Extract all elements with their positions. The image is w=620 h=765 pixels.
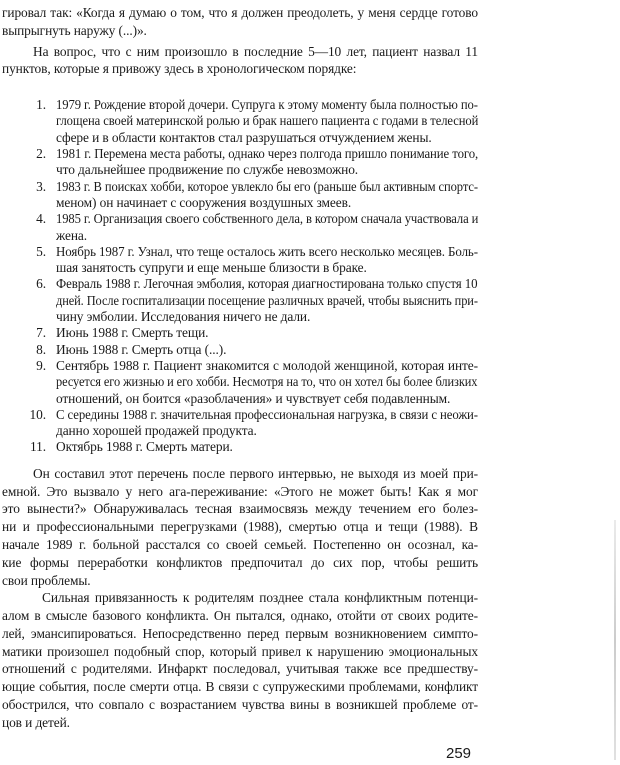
text-line: гировал так: «Когда я думаю о том, что я должен преодолеть, у меня сердце готово [2, 5, 478, 20]
list-item-number: 11. [30, 439, 46, 455]
text-line: цов и детей. [2, 714, 70, 730]
list-item-text [56, 244, 478, 277]
list-item-text [56, 211, 478, 244]
text-line: На вопрос, что с ним произошло в последние 5—10 лет, пациент назвал 11 [33, 43, 478, 59]
text-line: Он составил этот перечень после первого интервью, не выходя из моей при- [33, 465, 478, 481]
paragraph-conflict [2, 589, 478, 731]
list-item-text [56, 407, 478, 440]
text-line: отношений, он боится «разоблачения» и чувствует себя подавленным. [56, 390, 451, 406]
text-line: Октябрь 1988 г. Смерть матери. [56, 439, 233, 455]
text-line: чину эмболии. Исследования ничего не дали. [56, 309, 311, 325]
text-line: 1983 г. В поисках хобби, которое увлекло бы его (раньше был активным спортс- [56, 178, 478, 194]
text-line: дней. После госпитализации посещение различных врачей, чтобы выяснить при- [56, 292, 478, 308]
text-line: 1985 г. Организация своего собственного дела, в котором сначала участвовала и [56, 211, 479, 227]
list-item [2, 325, 478, 341]
list-item-text [56, 179, 478, 212]
list-item-text [56, 342, 478, 358]
paragraph-list-summary [2, 465, 478, 590]
list-item [2, 211, 478, 244]
list-item [2, 358, 478, 407]
text-line: Июнь 1988 г. Смерть тещи. [56, 325, 209, 341]
text-line: Июнь 1988 г. Смерть отца (...). [56, 341, 227, 357]
list-item-text [56, 146, 478, 179]
text-line: кие формы переработки конфликтов предпочитал до сих пор, чтобы решить [2, 554, 478, 570]
text-line: сфере и в области контактов стал разрушаться отчуждением жены. [56, 129, 432, 145]
list-item-number: 6. [36, 276, 46, 292]
list-item [2, 97, 478, 146]
text-line: матики произошел подобный спор, который привел к нарушению эмоциональных [2, 643, 478, 659]
list-item [2, 342, 478, 358]
text-line: Сентябрь 1988 г. Пациент знакомится с молодой женщиной, которая инте- [56, 357, 478, 373]
text-line: алом в смысле базового конфликта. Он пытался, однако, отойти от своих родите- [2, 608, 478, 624]
text-line: это вынести?» Обнаруживалась тесная взаимосвязь между течением его болез- [2, 501, 478, 517]
text-line: емной. Это вызвало у него ага-переживание: «Этого не может быть! Как я мог [2, 483, 478, 499]
list-item-text [56, 325, 478, 341]
text-line: лей, эмансипироваться. Непосредственно перед первым возникновением симпто- [2, 625, 478, 641]
page-number: 259 [446, 745, 472, 762]
text-line: отношений с родителями. Инфаркт последовал, учитывая также все предшеству- [2, 661, 478, 677]
list-item-number: 10. [29, 406, 46, 422]
text-line: обострился, что совпало с возрастанием чувства вины в возникшей проблеме от- [2, 697, 478, 713]
intro-paragraph [2, 4, 478, 40]
text-line: глощена своей материнской ролью и брак нашего пациента с годами в телесной [56, 113, 479, 129]
text-line: пунктов, которые я привожу здесь в хронологическом порядке: [2, 61, 357, 77]
page-body [2, 4, 478, 732]
text-line: ни и профессиональными перегрузками (1988), смертью отца и тещи (1988). В [2, 519, 478, 535]
list-item-number: 7. [36, 325, 46, 341]
chronology-list [2, 97, 478, 456]
text-line: Ноябрь 1987 г. Узнал, что теще осталось жить всего несколько месяцев. Боль- [56, 243, 478, 259]
list-item-number: 4. [36, 211, 46, 227]
list-item [2, 146, 478, 179]
text-line: 1981 г. Перемена места работы, однако через полгода пришло понимание того, [56, 146, 479, 162]
text-line: жена. [56, 227, 87, 243]
text-line: Февраль 1988 г. Легочная эмболия, которая диагностирована только спустя 10 [56, 276, 478, 292]
list-item-text [56, 276, 478, 325]
list-item-number: 1. [36, 97, 46, 113]
text-line: выпрыгнуть наружу (...)». [2, 22, 147, 38]
text-line: свои проблемы. [2, 572, 91, 588]
list-item [2, 439, 478, 455]
list-item [2, 276, 478, 325]
list-item [2, 244, 478, 277]
list-item-number: 3. [36, 178, 46, 194]
scan-edge [614, 520, 616, 760]
list-item-number: 2. [36, 146, 46, 162]
text-line: данно хорошей продажей продукта. [56, 423, 257, 439]
list-item-text [56, 439, 478, 455]
text-line: Сильная привязанность к родителям позднее стала конфликтным потенци- [42, 590, 478, 606]
text-line: начале 1989 г. больной расстался со своей семьей. Постепенно он осознал, ка- [2, 536, 478, 552]
text-line: ресуется его жизнью и его хобби. Несмотря на то, что он хотел бы более близких [56, 374, 478, 390]
text-line: С середины 1988 г. значительная профессиональная нагрузка, в связи с неожи- [56, 406, 478, 422]
text-line: ющие события, после смерти отца. В связи с супружескими проблемами, конфликт [2, 679, 478, 695]
list-item-number: 9. [36, 357, 46, 373]
text-line: меном) он начинает с сооружения воздушных змеев. [56, 194, 352, 210]
text-line: 1979 г. Рождение второй дочери. Супруга к этому моменту была полностью по- [56, 97, 478, 113]
question-paragraph [2, 43, 478, 79]
list-item-number: 5. [36, 243, 46, 259]
text-line: что дальнейшее продвижение по службе невозможно. [56, 162, 359, 178]
list-item-text [56, 358, 478, 407]
text-line: шая занятость супруги и еще меньше близости в браке. [56, 260, 367, 276]
list-item-text [56, 97, 478, 146]
list-item-number: 8. [36, 341, 46, 357]
list-item [2, 179, 478, 212]
list-item [2, 407, 478, 440]
